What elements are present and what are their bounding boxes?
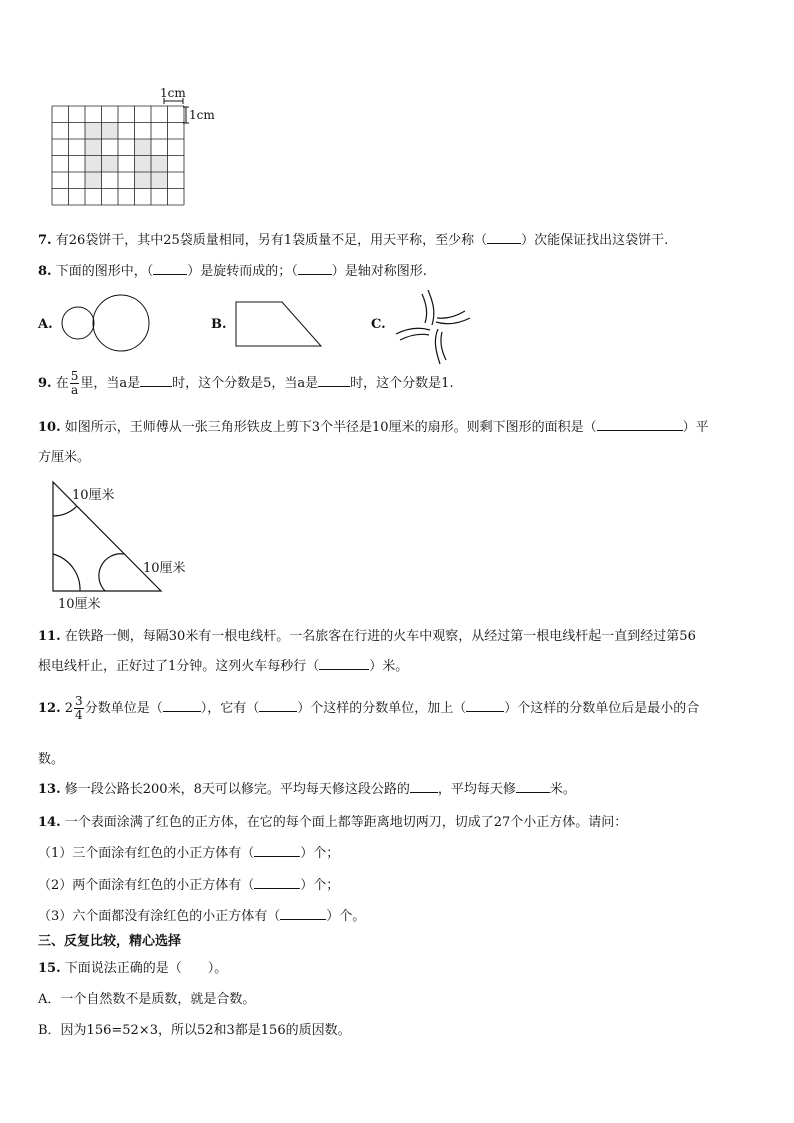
label-10cm-right: 10厘米 xyxy=(143,561,186,576)
answer-blank[interactable] xyxy=(298,262,332,275)
question-14-sub1 xyxy=(38,842,339,861)
grid-shaded-cell xyxy=(135,156,152,173)
grid-shaded-cell xyxy=(102,123,119,140)
fraction-denominator: 4 xyxy=(75,708,83,722)
question-13 xyxy=(38,778,576,797)
question-text: 一个表面涂满了红色的正方体，在它的每个面上都等距离地切两刀，切成了27个小正方体。请问： xyxy=(64,815,628,830)
question-text: 时，这个分数是5，当a是 xyxy=(172,376,319,391)
question-text: ）个这样的分数单位，加上（ xyxy=(297,701,467,716)
question-text: 修一段公路长200米，8天可以修完。平均每天修这段公路的 xyxy=(64,782,410,797)
question-text: （2）两个面涂有红色的小正方体有（ xyxy=(38,878,255,893)
fraction-denominator: a xyxy=(70,383,79,397)
question-14-sub2 xyxy=(38,874,339,893)
question-number: 12. xyxy=(38,701,61,716)
question-11-line2 xyxy=(38,655,408,674)
grid-shaded-cell xyxy=(135,172,152,189)
question-text: （1）三个面涂有红色的小正方体有（ xyxy=(38,846,255,861)
option-b-label: B. xyxy=(211,317,227,332)
question-12-line2: 数。 xyxy=(38,752,65,767)
grid-figure xyxy=(0,0,794,210)
question-text: （3）六个面都没有涂红色的小正方体有（ xyxy=(38,909,281,924)
question-text: ）个； xyxy=(300,878,340,893)
question-text: ）平 xyxy=(682,420,709,435)
question-text: ）是轴对称图形. xyxy=(331,264,427,279)
fraction-numerator: 5 xyxy=(70,369,79,383)
label-10cm-top: 10厘米 xyxy=(72,488,115,503)
question-text: 下面说法正确的是（ ）。 xyxy=(64,961,228,976)
grid-shaded-cell xyxy=(85,172,102,189)
question-number: 9. xyxy=(38,376,52,391)
fraction-numerator: 3 xyxy=(75,694,83,708)
question-text: ）次能保证找出这袋饼干. xyxy=(521,233,669,248)
question-text: ），它有（ xyxy=(200,701,260,716)
grid-label-top: 1cm xyxy=(160,86,186,100)
answer-blank[interactable] xyxy=(410,780,438,793)
grid-shaded-cell xyxy=(85,123,102,140)
question-text: ）米。 xyxy=(369,659,409,674)
question-15-option-a[interactable]: A．一个自然数不是质数，就是合数。 xyxy=(38,992,256,1007)
question-text: ）个。 xyxy=(326,909,366,924)
fraction xyxy=(70,370,80,397)
question-text: 在 xyxy=(55,376,69,391)
question-text: 有26袋饼干，其中25袋质量相同，另有1袋质量不足，用天平称，至少称（ xyxy=(55,233,488,248)
small-circle-shape xyxy=(62,307,94,339)
question-number: 14. xyxy=(38,815,61,830)
question-8 xyxy=(38,260,427,279)
question-7 xyxy=(38,229,668,248)
question-text: 如图所示，王师傅从一张三角形铁皮上剪下3个半径是10厘米的扇形。则剩下图形的面积是（ xyxy=(64,420,597,435)
question-number: 15. xyxy=(38,961,61,976)
answer-blank[interactable] xyxy=(153,262,187,275)
question-text: ）个； xyxy=(300,846,340,861)
grid-shaded-cell xyxy=(151,156,168,173)
question-text: 里，当a是 xyxy=(80,376,141,391)
question-text: ，平均每天修 xyxy=(437,782,516,797)
question-text: 下面的图形中，（ xyxy=(55,264,154,279)
answer-blank[interactable] xyxy=(280,907,326,920)
question-14-sub3 xyxy=(38,905,365,924)
question-15 xyxy=(38,957,227,976)
grid-label-right: 1cm xyxy=(189,108,215,122)
answer-blank[interactable] xyxy=(163,699,201,712)
answer-blank[interactable] xyxy=(597,418,683,431)
option-c-label: C. xyxy=(371,317,386,332)
q8-shapes xyxy=(0,280,794,370)
question-text: ）个这样的分数单位后是最小的合 xyxy=(504,701,700,716)
label-10cm-bottom: 10厘米 xyxy=(58,597,101,612)
question-number: 10. xyxy=(38,420,61,435)
answer-blank[interactable] xyxy=(466,699,504,712)
trapezoid-shape xyxy=(236,302,321,346)
question-10 xyxy=(38,416,709,435)
grid-shaded-cell xyxy=(135,139,152,156)
question-number: 8. xyxy=(38,264,52,279)
question-9 xyxy=(38,370,454,397)
question-number: 13. xyxy=(38,782,61,797)
question-text: 在铁路一侧，每隔30米有一根电线杆。一名旅客在行进的火车中观察，从经过第一根电线杆起一直到经过第56 xyxy=(64,629,696,644)
question-text: 分数单位是（ xyxy=(84,701,163,716)
question-15-option-b[interactable]: B．因为156=52×3，所以52和3都是156的质因数。 xyxy=(38,1023,351,1038)
section-title: 三、反复比较，精心选择 xyxy=(38,934,182,949)
grid-shaded-cell xyxy=(151,172,168,189)
answer-blank[interactable] xyxy=(259,699,297,712)
large-circle-shape xyxy=(93,295,149,351)
answer-blank[interactable] xyxy=(254,844,300,857)
question-number: 11. xyxy=(38,629,61,644)
fraction xyxy=(74,695,84,722)
answer-blank[interactable] xyxy=(254,876,300,889)
question-11 xyxy=(38,625,696,644)
grid-shaded-cell xyxy=(102,156,119,173)
question-number: 7. xyxy=(38,233,52,248)
pinwheel-curves-shape xyxy=(396,290,470,364)
answer-blank[interactable] xyxy=(318,374,350,387)
answer-blank[interactable] xyxy=(487,231,521,244)
question-text: 根电线杆止，正好过了1分钟。这列火车每秒行（ xyxy=(38,659,320,674)
answer-blank[interactable] xyxy=(319,657,369,670)
option-a-label: A. xyxy=(38,317,53,332)
answer-blank[interactable] xyxy=(516,780,550,793)
question-12 xyxy=(38,695,699,722)
grid-shaded-cell xyxy=(85,139,102,156)
triangle-figure xyxy=(0,470,794,620)
question-14 xyxy=(38,811,627,830)
question-text: 时，这个分数是1. xyxy=(350,376,454,391)
question-text: ）是旋转而成的；（ xyxy=(187,264,298,279)
mixed-number-whole: 2 xyxy=(64,701,74,716)
question-text: 米。 xyxy=(549,782,576,797)
answer-blank[interactable] xyxy=(140,374,172,387)
grid-shaded-cell xyxy=(85,156,102,173)
question-10-line2: 方厘米。 xyxy=(38,450,91,465)
